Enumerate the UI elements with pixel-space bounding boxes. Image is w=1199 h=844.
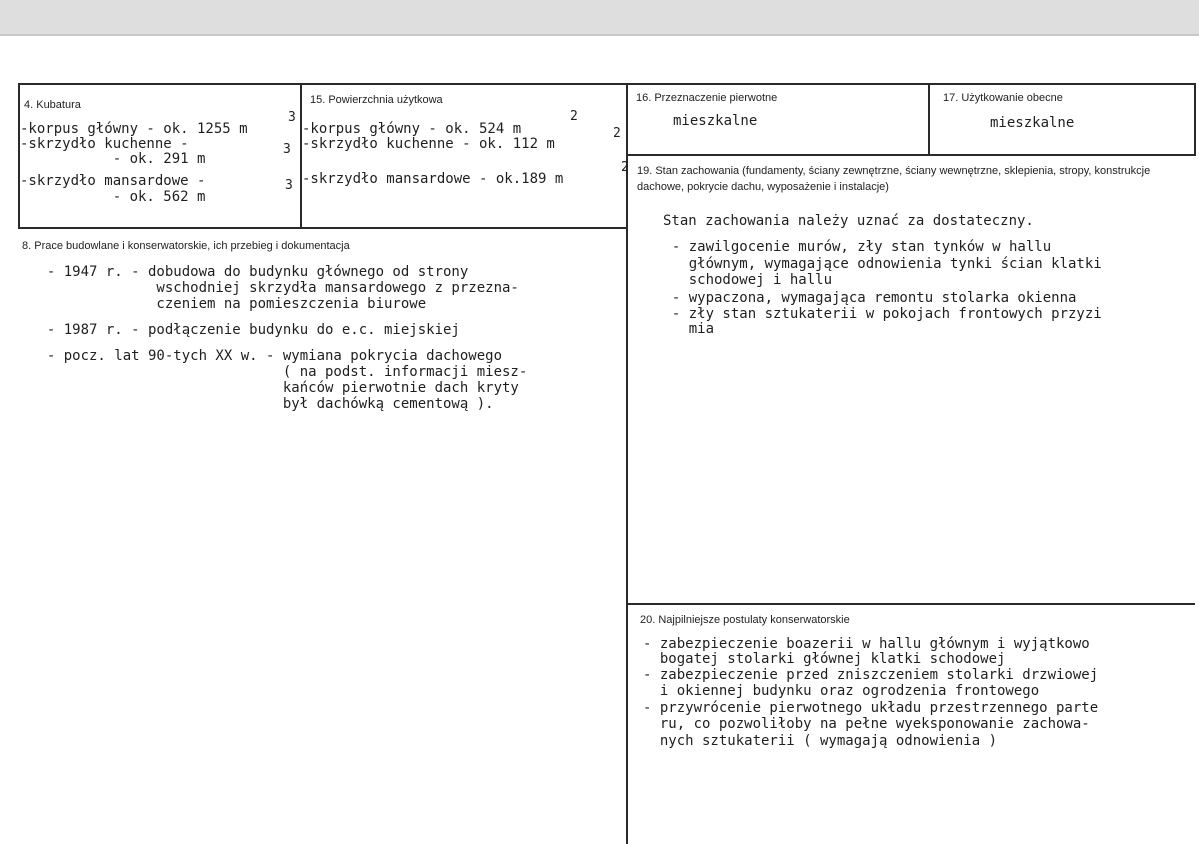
powierzchnia-line-2: -skrzydło kuchenne - ok. 112 m: [302, 136, 555, 152]
section-15-header: 15. Powierzchnia użytkowa: [310, 94, 443, 106]
cubic-superscript: 3: [285, 178, 293, 193]
grid-line-col1: [300, 83, 302, 229]
przeznaczenie-value: mieszkalne: [673, 113, 758, 129]
grid-line-mid-right: [626, 154, 1195, 156]
prace-line-7: kańców pierwotnie dach kryty: [30, 380, 519, 396]
cubic-superscript: 3: [288, 110, 296, 125]
kubatura-line-3: - ok. 291 m: [20, 151, 206, 167]
postulaty-line-4: i okiennej budynku oraz ogrodzenia frontowego: [643, 683, 1040, 699]
cubic-superscript: 3: [283, 142, 291, 157]
prace-line-1: - 1947 r. - dobudowa do budynku głównego od strony: [30, 264, 469, 280]
stan-line-3: głównym, wymagające odnowienia tynki ścian klatki: [655, 256, 1102, 272]
section-8-header: 8. Prace budowlane i konserwatorskie, ich przebieg i dokumentacja: [22, 240, 350, 252]
powierzchnia-line-3: -skrzydło mansardowe - ok.189 m: [302, 171, 564, 187]
section-16-header: 16. Przeznaczenie pierwotne: [636, 92, 778, 104]
grid-line-col3: [928, 83, 930, 156]
grid-line-mid-left: [18, 227, 626, 229]
postulaty-line-2: bogatej stolarki głównej klatki schodowej: [643, 651, 1006, 667]
stan-line-2: - zawilgocenie murów, zły stan tynków w hallu: [655, 239, 1052, 255]
prace-line-2: wschodniej skrzydła mansardowego z przezna-: [30, 280, 519, 296]
section-4-header: 4. Kubatura: [24, 99, 81, 111]
postulaty-line-5: - przywrócenie pierwotnego układu przestrzennego parte: [643, 700, 1099, 716]
stan-line-6: - zły stan sztukaterii w pokojach frontowych przyzi: [655, 306, 1102, 322]
prace-line-6: ( na podst. informacji miesz-: [30, 364, 528, 380]
postulaty-line-1: - zabezpieczenie boazerii w hallu głównym i wyjątkowo: [643, 636, 1090, 652]
stan-line-5: - wypaczona, wymagająca remontu stolarka okienna: [655, 290, 1077, 306]
prace-line-3: czeniem na pomieszczenia biurowe: [30, 296, 427, 312]
section-19-header: 19. Stan zachowania (fundamenty, ściany zewnętrzne, ściany wewnętrzne, sklepienia, stropy, konstrukcje dachowe, pokrycie dachu, wyposażenie i instalacje): [637, 165, 1151, 193]
uzytkowanie-value: mieszkalne: [990, 115, 1075, 131]
kubatura-line-2: -skrzydło kuchenne -: [20, 136, 189, 152]
kubatura-line-4: -skrzydło mansardowe -: [20, 173, 206, 189]
kubatura-line-1: -korpus główny - ok. 1255 m: [20, 121, 248, 137]
postulaty-line-7: nych sztukaterii ( wymagają odnowienia ): [643, 733, 998, 749]
section-17-header: 17. Użytkowanie obecne: [943, 92, 1063, 104]
powierzchnia-line-1: -korpus główny - ok. 524 m: [302, 121, 522, 137]
square-superscript: 2: [621, 160, 629, 175]
prace-line-4: - 1987 r. - podłączenie budynku do e.c. miejskiej: [30, 322, 460, 338]
grid-line-lower-right: [626, 603, 1195, 605]
square-superscript: 2: [570, 109, 578, 124]
grid-line-col2: [626, 83, 628, 844]
stan-line-4: schodowej i hallu: [655, 272, 833, 288]
square-superscript: 2: [613, 126, 621, 141]
scan-top-band: [0, 0, 1199, 36]
postulaty-line-6: ru, co pozwoliłoby na pełne wyeksponowanie zachowa-: [643, 716, 1090, 732]
prace-line-5: - pocz. lat 90-tych XX w. - wymiana pokrycia dachowego: [30, 348, 503, 364]
grid-line-top: [18, 83, 1195, 85]
kubatura-line-5: - ok. 562 m: [20, 189, 206, 205]
postulaty-line-3: - zabezpieczenie przed zniszczeniem stolarki drzwiowej: [643, 667, 1099, 683]
grid-line-right: [1194, 83, 1196, 156]
stan-line-1: Stan zachowania należy uznać za dostateczny.: [663, 213, 1034, 229]
section-20-header: 20. Najpilniejsze postulaty konserwatorskie: [640, 614, 850, 626]
stan-line-7: mia: [655, 321, 715, 337]
prace-line-8: był dachówką cementową ).: [30, 396, 494, 412]
